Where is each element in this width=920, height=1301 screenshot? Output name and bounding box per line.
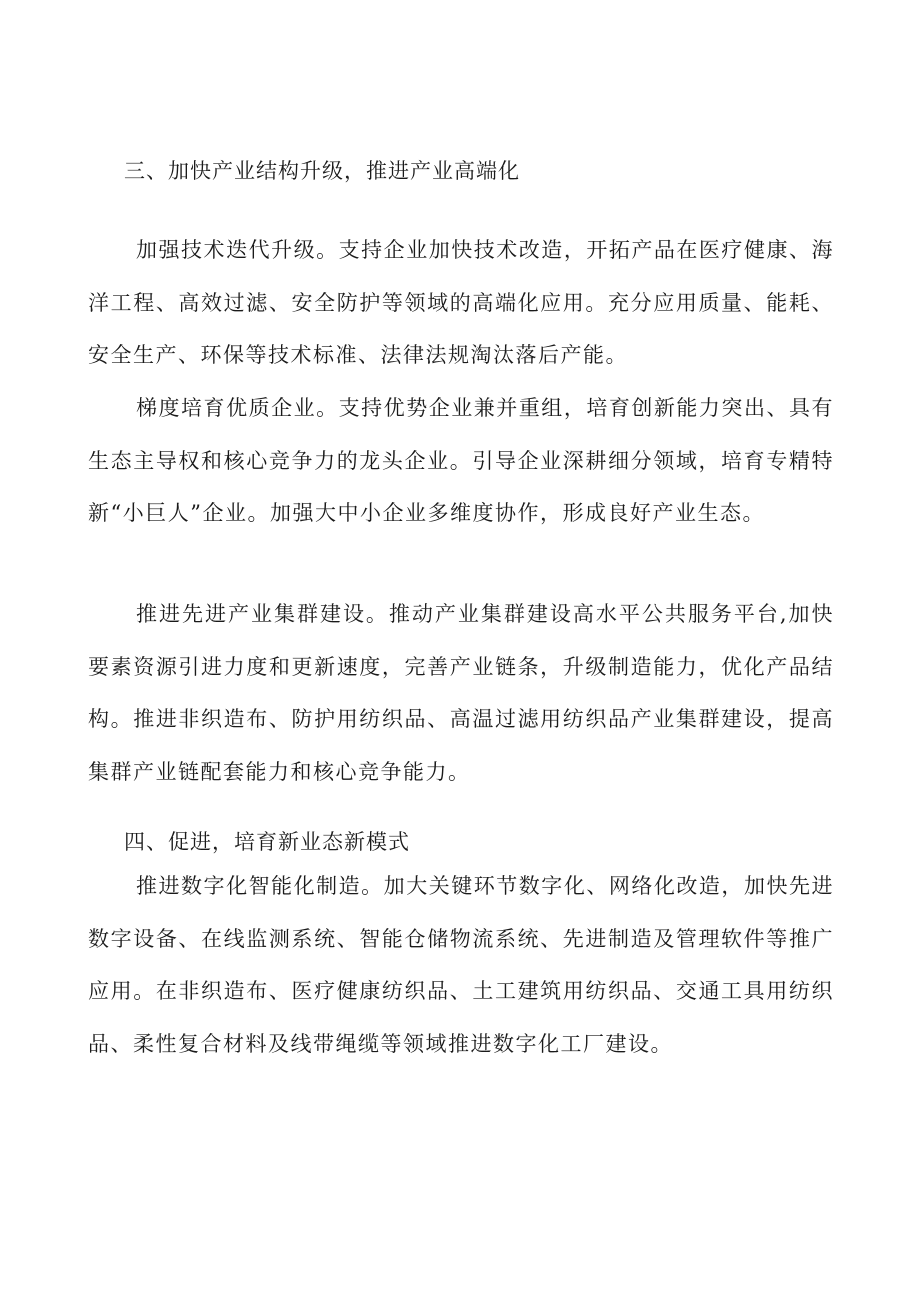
paragraph-tech-iteration: 加强技术迭代升级。支持企业加快技术改造，开拓产品在医疗健康、海洋工程、高效过滤、安全防护等领域的高端化应用。充分应用质量、能耗、安全生产、环保等技术标准、法律法规淘汰落后产能。 bbox=[88, 238, 834, 367]
paragraph-enterprise-cultivation: 梯度培育优质企业。支持优势企业兼并重组，培育创新能力突出、具有生态主导权和核心竞争力的龙头企业。引导企业深耕细分领域，培育专精特新“小巨人”企业。加强大中小企业多维度协作，形成良好产业生态。 bbox=[88, 396, 834, 525]
paragraph-digital-manufacturing: 推进数字化智能化制造。加大关键环节数字化、网络化改造，加快先进数字设备、在线监测系统、智能仓储物流系统、先进制造及管理软件等推广应用。在非织造布、医疗健康纺织品、土工建筑用纺织品、交通工具用纺织品、柔性复合材料及线带绳缆等领域推进数字化工厂建设。 bbox=[88, 874, 834, 1056]
section-3-heading: 三、加快产业结构升级，推进产业高端化 bbox=[124, 159, 520, 183]
section-4-heading: 四、促进，培育新业态新模式 bbox=[124, 830, 410, 854]
paragraph-industrial-cluster: 推进先进产业集群建设。推动产业集群建设高水平公共服务平台,加快要素资源引进力度和更新速度，完善产业链条，升级制造能力，优化产品结构。推进非织造布、防护用纺织品、高温过滤用纺织品产业集群建设，提高集群产业链配套能力和核心竞争能力。 bbox=[88, 602, 834, 784]
